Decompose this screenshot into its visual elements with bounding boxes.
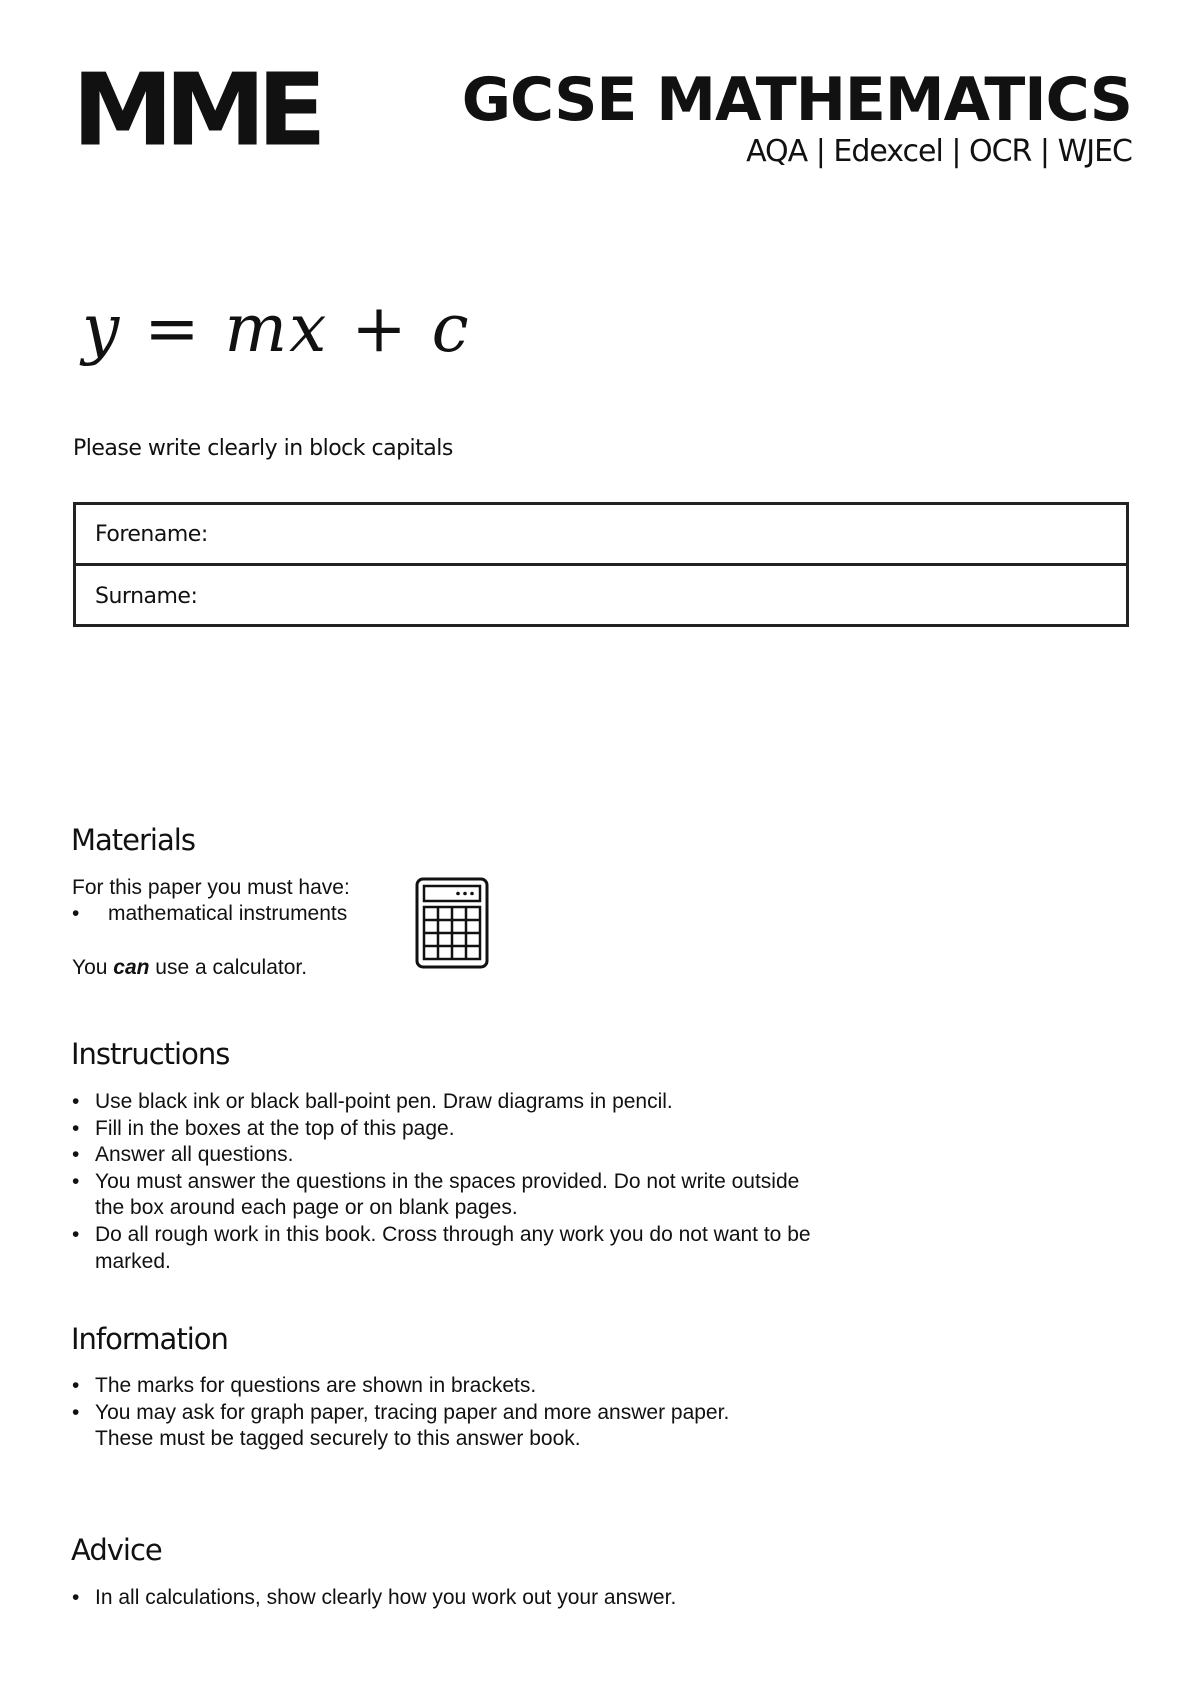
instructions-body — [72, 1089, 812, 1275]
surname-field[interactable] — [76, 566, 1126, 627]
information-body — [72, 1373, 792, 1453]
calculator-emphasis: can — [113, 955, 150, 979]
list-item: • Answer all questions. — [72, 1142, 812, 1169]
information-list — [72, 1373, 792, 1453]
information-heading: Information — [71, 1322, 228, 1356]
materials-list — [72, 901, 412, 928]
calculator-note: You can use a calculator. — [72, 955, 308, 979]
materials-heading: Materials — [71, 823, 195, 857]
candidate-name-box — [73, 502, 1129, 627]
topic-formula: y = mx + c — [82, 290, 471, 367]
exam-title: GCSE MATHEMATICS — [461, 65, 1132, 135]
list-item: • mathematical instruments — [72, 901, 412, 928]
forename-label: Forename: — [95, 521, 208, 547]
advice-list — [72, 1585, 812, 1612]
materials-body — [72, 874, 412, 981]
list-item: • You must answer the questions in the spaces provided. Do not write outside the box around each page or on blank pages. — [72, 1169, 812, 1222]
list-item: • Do all rough work in this book. Cross through any work you do not want to be marked. — [72, 1222, 812, 1275]
calculator-icon — [415, 877, 489, 969]
materials-intro: For this paper you must have: — [72, 876, 350, 899]
instructions-list — [72, 1089, 812, 1275]
list-item: • You may ask for graph paper, tracing paper and more answer paper. These must be tagged securely to this answer book. — [72, 1400, 792, 1453]
instructions-heading: Instructions — [71, 1037, 230, 1071]
advice-heading: Advice — [71, 1533, 162, 1567]
list-item: • Use black ink or black ball-point pen. Draw diagrams in pencil. — [72, 1089, 812, 1116]
surname-label: Surname: — [95, 584, 198, 609]
exam-boards: AQA | Edexcel | OCR | WJEC — [746, 134, 1132, 169]
advice-body — [72, 1585, 812, 1612]
list-item: • In all calculations, show clearly how you work out your answer. — [72, 1585, 812, 1612]
block-capitals-instruction: Please write clearly in block capitals — [73, 436, 453, 461]
mme-logo: MME — [72, 52, 318, 169]
list-item: • The marks for questions are shown in brackets. — [72, 1373, 792, 1400]
forename-field[interactable] — [76, 505, 1126, 566]
list-item: • Fill in the boxes at the top of this page. — [72, 1116, 812, 1143]
exam-header — [461, 65, 1132, 169]
